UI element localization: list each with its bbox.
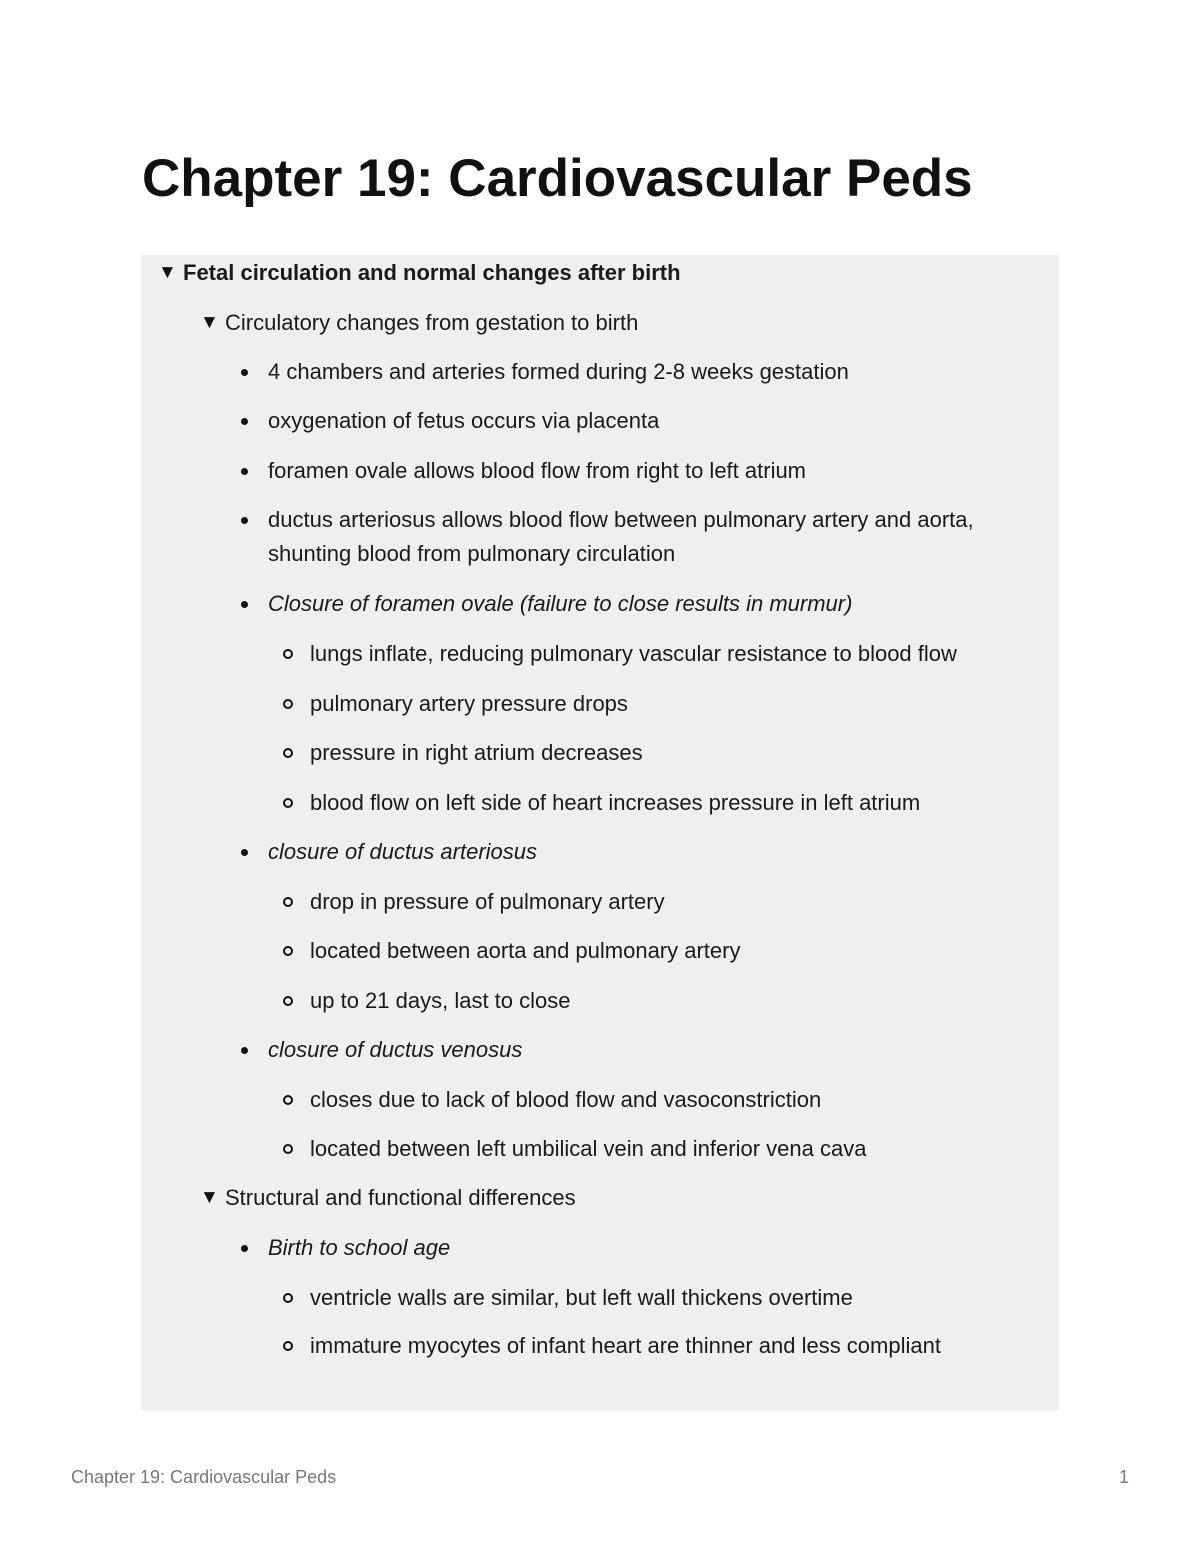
sub-list-item: drop in pressure of pulmonary artery (310, 889, 665, 914)
bullet-dot-icon (241, 517, 248, 524)
bullet-circle-icon (283, 1341, 293, 1351)
bullet-dot-icon (241, 369, 248, 376)
toggle-heading-structural-differences[interactable] (200, 1181, 576, 1215)
sub-list-item: blood flow on left side of heart increases pressure in left atrium (310, 790, 921, 815)
bullet-circle-icon (283, 748, 293, 758)
bullet-circle-icon (283, 897, 293, 907)
sub-list-item: pressure in right atrium decreases (310, 740, 643, 765)
triangle-down-icon[interactable]: ▼ (158, 262, 177, 283)
list-item: ductus arteriosus allows blood flow between pulmonary artery and aorta, shunting blood from pulmonary circulation (268, 507, 974, 566)
sub-list-item: immature myocytes of infant heart are thinner and less compliant (310, 1333, 941, 1358)
list-item: 4 chambers and arteries formed during 2-8 weeks gestation (268, 359, 849, 384)
toggle-heading-circulatory-changes[interactable] (200, 306, 638, 340)
sub-list-item: closes due to lack of blood flow and vasoconstriction (310, 1087, 822, 1112)
bullet-circle-icon (283, 1144, 293, 1154)
bullet-dot-icon (241, 1245, 248, 1252)
toggle-heading-label: Fetal circulation and normal changes after birth (183, 260, 681, 285)
list-item: Closure of foramen ovale (failure to close results in murmur) (268, 591, 853, 616)
bullet-circle-icon (283, 1095, 293, 1105)
page-title: Chapter 19: Cardiovascular Peds (142, 149, 973, 208)
bullet-circle-icon (283, 946, 293, 956)
bullet-dot-icon (241, 468, 248, 475)
toggle-heading-label: Circulatory changes from gestation to birth (225, 310, 639, 335)
sub-list-item: ventricle walls are similar, but left wall thickens overtime (310, 1285, 853, 1310)
footer-title: Chapter 19: Cardiovascular Peds (71, 1467, 337, 1487)
list-item: closure of ductus arteriosus (268, 839, 538, 864)
sub-list-item: pulmonary artery pressure drops (310, 691, 628, 716)
sub-list-item: lungs inflate, reducing pulmonary vascular resistance to blood flow (310, 641, 957, 666)
toggle-heading-label: Structural and functional differences (225, 1185, 576, 1210)
bullet-dot-icon (241, 418, 248, 425)
bullet-circle-icon (283, 699, 293, 709)
sub-list-item: located between left umbilical vein and inferior vena cava (310, 1136, 867, 1161)
bullet-dot-icon (241, 849, 248, 856)
bullet-circle-icon (283, 1293, 293, 1303)
sub-list-item: up to 21 days, last to close (310, 988, 571, 1013)
triangle-down-icon[interactable]: ▼ (200, 1187, 219, 1208)
list-item: Birth to school age (268, 1235, 451, 1260)
bullet-circle-icon (283, 798, 293, 808)
sub-list-item: located between aorta and pulmonary artery (310, 938, 741, 963)
bullet-circle-icon (283, 649, 293, 659)
toggle-heading-fetal-circulation[interactable] (158, 256, 681, 290)
page-number: 1 (1118, 1467, 1129, 1487)
bullet-dot-icon (241, 1047, 248, 1054)
bullet-circle-icon (283, 996, 293, 1006)
list-item: foramen ovale allows blood flow from right to left atrium (268, 458, 807, 483)
bullet-dot-icon (241, 601, 248, 608)
list-item: oxygenation of fetus occurs via placenta (268, 408, 660, 433)
list-item: closure of ductus venosus (268, 1037, 523, 1062)
triangle-down-icon[interactable]: ▼ (200, 312, 219, 333)
